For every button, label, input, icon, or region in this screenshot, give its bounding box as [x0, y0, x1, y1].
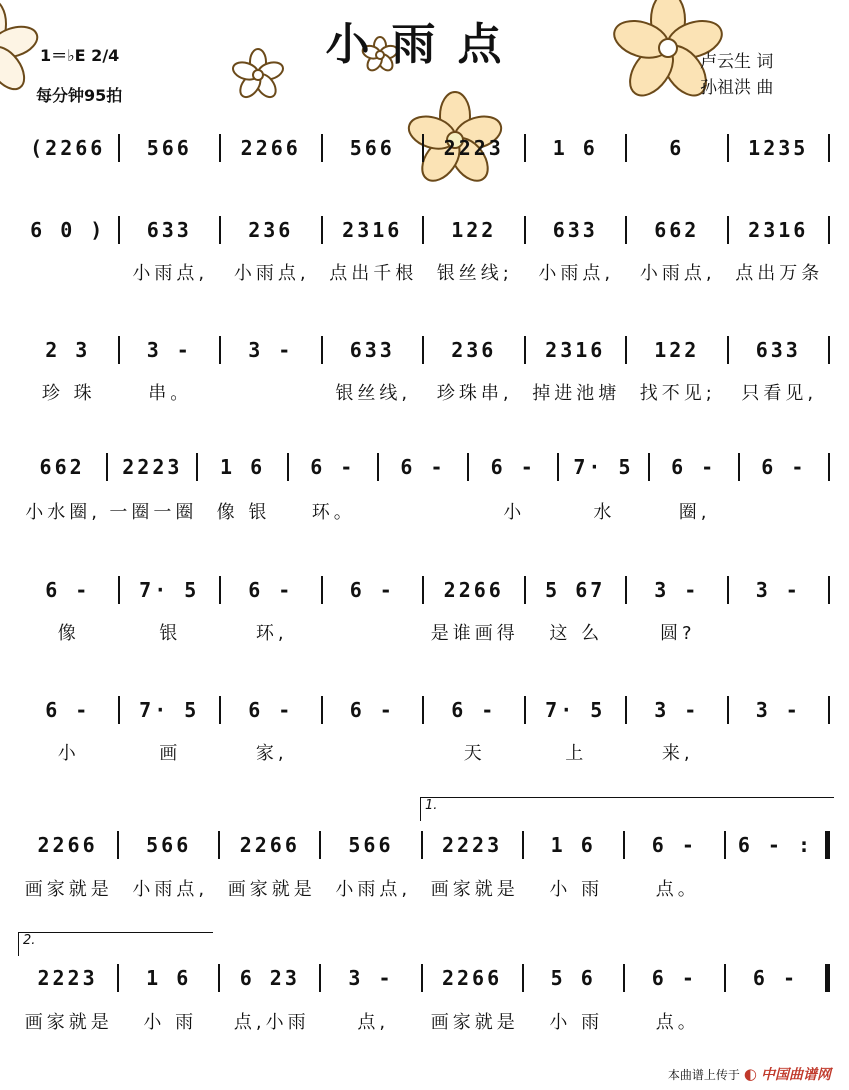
barline	[825, 964, 830, 992]
measure: 7· 5	[573, 455, 634, 479]
measure: 6 -	[651, 833, 697, 857]
lyric-phrase: 点出千根	[329, 263, 418, 284]
measure: 2223	[443, 136, 504, 160]
measure: 6 -	[310, 455, 356, 479]
measure: 6 -	[651, 966, 697, 990]
lyric-phrase: 画	[159, 743, 182, 764]
measure: 5 6	[550, 966, 596, 990]
lyric-phrase: 来,	[661, 743, 694, 764]
measure: 6 - :	[737, 833, 814, 857]
lyric-phrase: 小 雨	[549, 879, 604, 900]
measure: 6 -	[248, 698, 294, 722]
site-logo-icon: ◐	[743, 1065, 757, 1083]
measure: 236	[248, 218, 294, 242]
measure: 633	[146, 218, 192, 242]
lyric-phrase: 画家就是	[430, 879, 519, 900]
measure: 3 -	[755, 698, 801, 722]
lyric-phrase: 环,	[255, 623, 288, 644]
lyric-phrase: 一圈一圈	[109, 502, 198, 523]
lyrics-row	[18, 738, 830, 766]
measure: 122	[451, 218, 497, 242]
lyrics-row	[18, 874, 830, 902]
notation-row	[18, 210, 830, 250]
measure: 2223	[122, 455, 183, 479]
lyric-phrase: 小雨点,	[335, 879, 412, 900]
lyric-phrase: 点。	[655, 879, 700, 900]
lyric-phrase: 银丝线,	[335, 383, 412, 404]
measure: 6 -	[671, 455, 717, 479]
measure: 7· 5	[545, 698, 606, 722]
site-name[interactable]: 中国曲谱网	[761, 1067, 831, 1083]
lyrics-row	[18, 618, 830, 646]
lyric-phrase: 小雨点,	[233, 263, 310, 284]
measure: 122	[654, 338, 700, 362]
measure: 2266	[240, 136, 301, 160]
lyric-phrase: 画家就是	[430, 1012, 519, 1033]
measure: 566	[348, 833, 394, 857]
measure: 633	[552, 218, 598, 242]
key-signature: 1＝♭E 2/4	[40, 46, 120, 65]
notation-row	[18, 128, 830, 168]
lyric-phrase: 像 银	[216, 502, 271, 523]
measure: 1 6	[552, 136, 598, 160]
lyric-phrase: 点出万条	[735, 263, 824, 284]
measure: 6 -	[349, 578, 395, 602]
volta-first-ending: 1.	[420, 797, 834, 821]
lyric-phrase: 珍珠串,	[436, 383, 513, 404]
lyric-phrase: 小 雨	[549, 1012, 604, 1033]
measure: 6 0 )	[30, 218, 106, 242]
lyric-phrase: 点,小雨	[233, 1012, 310, 1033]
lyric-phrase: 小	[57, 743, 80, 764]
measure: 6 -	[761, 455, 807, 479]
measure: 566	[349, 136, 395, 160]
measure: (2266	[30, 136, 106, 160]
measure: 6 -	[45, 698, 91, 722]
measure: 6 -	[400, 455, 446, 479]
lyric-phrase: 圆?	[659, 623, 696, 644]
lyric-phrase: 画家就是	[24, 1012, 113, 1033]
lyric-phrase: 小雨点,	[132, 879, 209, 900]
measure: 6 -	[752, 966, 798, 990]
barline	[828, 134, 830, 162]
lyric-phrase: 点,	[357, 1012, 390, 1033]
lyrics-row	[18, 378, 830, 406]
lyric-phrase: 上	[565, 743, 588, 764]
lyric-phrase: 珍 珠	[41, 383, 96, 404]
notation-row	[18, 825, 830, 865]
lyric-phrase: 银丝线;	[436, 263, 513, 284]
lyric-phrase: 是谁画得	[430, 623, 519, 644]
measure: 3 -	[146, 338, 192, 362]
measure: 662	[654, 218, 700, 242]
lyrics-row	[18, 497, 830, 525]
barline	[828, 336, 830, 364]
lyric-phrase: 画家就是	[24, 879, 113, 900]
measure: 2223	[37, 966, 98, 990]
footer-text: 本曲谱上传于	[667, 1067, 740, 1082]
measure: 566	[146, 833, 192, 857]
measure: 2266	[37, 833, 98, 857]
volta-second-ending: 2.	[18, 932, 213, 956]
measure: 2316	[342, 218, 403, 242]
barline	[828, 453, 830, 481]
lyric-phrase: 点。	[655, 1012, 700, 1033]
composer: 孙祖洪 曲	[700, 78, 774, 98]
measure: 2266	[441, 966, 503, 990]
lyric-phrase: 找不见;	[639, 383, 716, 404]
footer	[668, 1064, 831, 1084]
lyric-phrase: 水	[593, 502, 616, 523]
measure: 3 -	[654, 578, 700, 602]
measure: 633	[349, 338, 395, 362]
lyric-phrase: 家,	[255, 743, 288, 764]
song-title: 小雨点	[325, 19, 524, 70]
measure: 2316	[545, 338, 606, 362]
measure: 2223	[441, 833, 503, 857]
measure: 3 -	[348, 966, 394, 990]
measure: 5 67	[545, 578, 606, 602]
lyric-phrase: 天	[463, 743, 486, 764]
measure: 7· 5	[139, 578, 200, 602]
notation-row	[18, 447, 830, 487]
measure: 2266	[239, 833, 300, 857]
lyric-phrase: 环。	[311, 502, 356, 523]
lyric-phrase: 像	[57, 623, 80, 644]
barline	[825, 831, 830, 859]
measure: 6 -	[45, 578, 91, 602]
measure: 2 3	[45, 338, 91, 362]
measure: 2266	[443, 578, 504, 602]
measure: 1235	[748, 136, 809, 160]
notation-row	[18, 330, 830, 370]
notation-row	[18, 690, 830, 730]
measure: 6 -	[349, 698, 395, 722]
measure: 6 -	[490, 455, 536, 479]
lyric-phrase: 小雨点,	[538, 263, 615, 284]
lyrics-row	[18, 258, 830, 286]
lyric-phrase: 串。	[148, 383, 193, 404]
barline	[828, 696, 830, 724]
lyric-phrase: 圈,	[678, 502, 711, 523]
lyric-phrase: 小水圈,	[25, 502, 101, 523]
lyric-phrase: 画家就是	[227, 879, 316, 900]
measure: 2316	[748, 218, 809, 242]
lyric-phrase: 小雨点,	[132, 263, 209, 284]
measure: 1 6	[219, 455, 266, 479]
measure: 3 -	[755, 578, 801, 602]
measure: 7· 5	[139, 698, 200, 722]
measure: 6	[669, 136, 685, 160]
measure: 633	[755, 338, 801, 362]
measure: 1 6	[146, 966, 192, 990]
measure: 6 -	[451, 698, 497, 722]
measure: 1 6	[550, 833, 596, 857]
lyricist: 卢云生 词	[700, 52, 774, 72]
measure: 3 -	[654, 698, 700, 722]
measure: 6 23	[239, 966, 300, 990]
barline	[828, 576, 830, 604]
tempo: 每分钟95拍	[36, 86, 123, 105]
measure: 3 -	[248, 338, 294, 362]
lyric-phrase: 小雨点,	[639, 263, 716, 284]
lyric-phrase: 掉进池塘	[532, 383, 621, 404]
lyric-phrase: 这 么	[549, 623, 604, 644]
lyric-phrase: 小 雨	[143, 1012, 198, 1033]
measure: 566	[146, 136, 192, 160]
measure: 6 -	[248, 578, 294, 602]
measure: 662	[39, 455, 85, 479]
lyric-phrase: 银	[159, 623, 182, 644]
lyric-phrase: 只看见,	[741, 383, 818, 404]
barline	[828, 216, 830, 244]
notation-row	[18, 570, 830, 610]
lyrics-row	[18, 1007, 830, 1035]
lyric-phrase: 小	[503, 502, 526, 523]
measure: 236	[451, 338, 497, 362]
notation-row	[18, 958, 830, 998]
